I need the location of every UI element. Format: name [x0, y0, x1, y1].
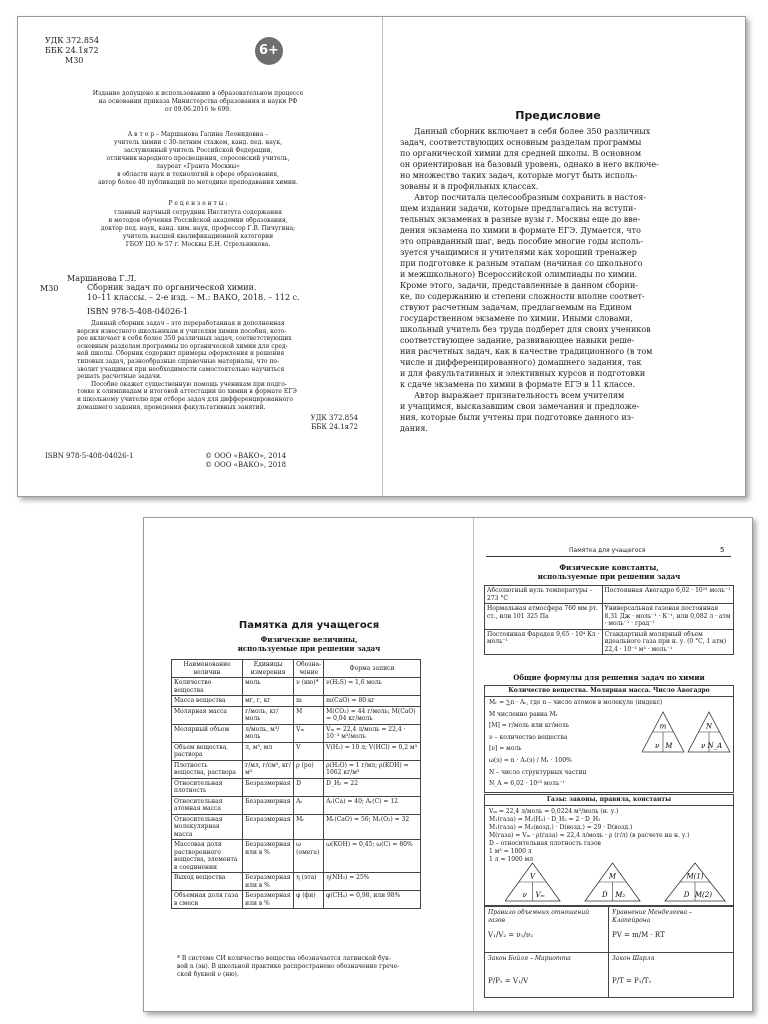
- preface-line: и межшкольного) Всероссийской олимпиады по химии.: [400, 270, 638, 279]
- sec1-line: ω(э) = n · Aᵣ(э) / Mᵣ · 100%: [489, 757, 572, 764]
- quantities-table-header: [172, 660, 421, 678]
- triangle-label: ν: [654, 742, 660, 750]
- bbk-code: ББК 24.1я72: [45, 46, 99, 55]
- sec2-line: D – относительная плотность газов: [489, 840, 601, 847]
- header-cell: Единицы измерения: [243, 660, 294, 678]
- constants-row: [485, 629, 734, 655]
- triangle-label: M₂: [615, 891, 626, 899]
- preface-line: Кроме этого, задачи, представленные в данном сборни-: [400, 281, 638, 290]
- approval-line: Издание допущено к использованию в образовательном процессе: [92, 90, 304, 97]
- copyright-2018: © ООО «ВАКО», 2018: [205, 461, 287, 469]
- preface-line: Автор посчитала целесообразным сохранить в настоя-: [414, 193, 646, 202]
- running-header: Памятка для учащегося: [569, 547, 646, 554]
- section-2-title: Газы: законы, правила, константы: [546, 796, 672, 803]
- preface-line: числе и дифференцированного) домашнего задания, так: [400, 358, 642, 367]
- sec2-line: 1 л = 1000 мл: [489, 856, 534, 863]
- annotation-line: товке к олимпиадам и итоговой аттестации по химии в формате ЕГЭ: [77, 388, 297, 396]
- spine-divider-2: [473, 518, 474, 1011]
- preface-line: дения экзамена по химии в формате ЕГЭ. Думается, что: [400, 226, 641, 235]
- table-cell: Безразмерная или в %: [243, 873, 294, 891]
- table-cell: Безразмерная: [243, 814, 294, 840]
- gas-law-formula: P/T = P₁/T₁: [612, 977, 652, 985]
- triangle-diagrams-1: [642, 710, 732, 756]
- table-cell: Количество вещества: [172, 678, 243, 696]
- preface-line: школьный учитель без труда подберет для своих учеников: [400, 325, 651, 334]
- reviewer-line: и методов обучения Российской академии образования,: [108, 217, 288, 224]
- biblio-line: 10–11 классы. – 2-е изд. – М.: ВАКО, 2018. – 112 с.: [87, 293, 300, 302]
- gas-law-formula: V₁/V₂ = ν₁/ν₂: [488, 931, 533, 939]
- annotation-line: Пособие окажет существенную помощь ученикам при подго-: [91, 380, 287, 388]
- table-cell: Выход вещества: [172, 873, 243, 891]
- section-amount-of-substance: [484, 685, 734, 793]
- preface-line: по органической химии для средней школы. В основном: [400, 149, 642, 158]
- annotation-line: типовых задач, разнообразные справочные материалы, что по-: [77, 358, 280, 365]
- reviewer-line: ГБОУ ЦО № 57 г. Москвы Е.Н. Стрельникова.: [125, 241, 271, 248]
- table-cell: D: [294, 778, 324, 796]
- table-row: [172, 814, 421, 840]
- bbk-bottom: ББК 24.1я72: [311, 423, 358, 431]
- table-cell: φ(CH₄) = 0,98, или 98%: [324, 891, 421, 909]
- sec2-line: M(газа) = Vₘ · ρ(газа) = 22,4 л/моль · ρ (г/л) (в расчете на н. у.): [489, 832, 690, 839]
- table-cell: Относительная атомная масса: [172, 796, 243, 814]
- annotation-line: домашнего задания, проведения факультативных занятий.: [77, 403, 266, 411]
- annotation-line: версия известного школьникам и учителям химии пособия, кото-: [77, 327, 287, 335]
- gas-law-formula: PV = m/M · RT: [612, 931, 665, 939]
- biblio-code: М30: [40, 284, 59, 293]
- triangle-label: m: [659, 722, 667, 731]
- triangle-label: V: [529, 872, 536, 881]
- biblio-line: Сборник задач по органической химии.: [87, 283, 257, 292]
- annotation-line: решать расчетные задачи.: [77, 373, 162, 381]
- table-cell: Объемная доля газа в смеси: [172, 891, 243, 909]
- approval-line: от 09.06.2016 № 699.: [164, 106, 232, 113]
- quantities-title-1: Физические величины,: [260, 635, 358, 644]
- constants-row: [485, 604, 734, 630]
- constants-title-1: Физические константы,: [559, 563, 659, 572]
- header-cell: Наименование величин: [172, 660, 243, 678]
- gas-law-title: Закон Шарля: [612, 955, 655, 962]
- table-cell: мг, г, кг: [243, 696, 294, 707]
- constants-cell: Абсолютный нуль температуры – 273 °С: [485, 586, 603, 604]
- annotation-line: и школьному учителю при отборе задач для дифференцированного: [77, 396, 294, 403]
- table-row: [172, 760, 421, 778]
- table-cell: ρ (ро): [294, 760, 324, 778]
- sec2-line: Vₘ = 22,4 л/моль = 0,0224 м³/моль (н. у.): [489, 808, 619, 815]
- preface-line: соответствующее задание, развивающее навыки реше-: [400, 336, 635, 345]
- preface-title: Предисловие: [515, 109, 601, 122]
- table-cell: Mᵣ: [294, 814, 324, 840]
- isbn-inner: ISBN 978-5-408-04026-1: [87, 307, 189, 316]
- table-row: [172, 706, 421, 724]
- table-cell: л/моль, м³/моль: [243, 724, 294, 742]
- formulas-title: Общие формулы для решения задач по химии: [513, 673, 705, 682]
- table-cell: г/мл, г/см³, кг/м³: [243, 760, 294, 778]
- triangle-label: Vₘ: [535, 891, 545, 899]
- sec2-line: M₁(газа) = M₂(возд.) · D(возд.) = 29 · D(возд.): [489, 824, 633, 831]
- table-cell: φ (фи): [294, 891, 324, 909]
- triangle-label: M: [665, 742, 673, 750]
- table-row: [172, 742, 421, 760]
- table-cell: m: [294, 696, 324, 707]
- age-rating-badge: 6+: [255, 37, 283, 65]
- table-row: [172, 796, 421, 814]
- preface-line: при подготовке к разным этапам (начиная со школьного: [400, 259, 643, 268]
- table-row: [172, 873, 421, 891]
- table-cell: Молярный объем: [172, 724, 243, 742]
- udk-code: УДК 372.854: [45, 36, 100, 45]
- header-cell: Обозна-чение: [294, 660, 324, 678]
- biblio-author: Маршанова Г.Л.: [67, 274, 137, 283]
- table-cell: ρ(H₂O) = 1 г/мл; ρ(KOH) = 1062 кг/м³: [324, 760, 421, 778]
- table-cell: Массовая доля растворенного вещества, элемента в соединении: [172, 840, 243, 873]
- footnote-line: ской буквой ν (ню).: [177, 971, 239, 978]
- triangle-label: ν: [700, 742, 706, 750]
- preface-line: он ориентирован на базовый уровень, однако в него включе-: [400, 160, 659, 169]
- header-cell: Форма записи: [324, 660, 421, 678]
- table-cell: Aᵣ: [294, 796, 324, 814]
- header-rule: [486, 556, 731, 557]
- table-cell: m(CaO) = 80 кг: [324, 696, 421, 707]
- preface-line: но множество таких задач, которые могут быть исполь-: [400, 171, 638, 180]
- preface-line: ния, которые были учтены при подготовке данного из-: [400, 413, 634, 422]
- triangle-label: M: [608, 872, 617, 881]
- preface-line: зованы и в профильных классах.: [400, 182, 539, 191]
- table-cell: Относительная молекулярная масса: [172, 814, 243, 840]
- book-spread-top: [17, 16, 746, 497]
- preface-line: и учащимся, высказавшим свои замечания и предложе-: [400, 402, 640, 411]
- table-cell: D_H₂ = 22: [324, 778, 421, 796]
- preface-line: это оправданный шаг, ведь пособие многие годы исполь-: [400, 237, 643, 246]
- table-cell: V: [294, 742, 324, 760]
- annotation-line: ней школы. Сборник содержит примеры оформления и решения: [77, 350, 285, 358]
- annotation-line: Данный сборник задач – это переработанная и дополненная: [91, 320, 285, 327]
- preface-line: ния расчетных задач, как в качестве традиционного (в том: [400, 347, 653, 356]
- page-number: 5: [720, 546, 725, 554]
- table-cell: η (эта): [294, 873, 324, 891]
- table-cell: л, м³, мл: [243, 742, 294, 760]
- table-cell: M: [294, 706, 324, 724]
- constants-cell: Универсальная газовая постоянная 8,31 Дж · моль⁻¹ · К⁻¹, или 0,082 л · атм · моль⁻¹ · град⁻¹: [602, 604, 733, 630]
- approval-line: на основании приказа Министерства образования и науки РФ: [98, 98, 298, 105]
- constants-table: [484, 585, 734, 655]
- table-cell: Плотность вещества, раствора: [172, 760, 243, 778]
- preface-line: дания.: [400, 424, 428, 433]
- sec1-line: [M] = г/моль или кг/моль: [489, 722, 570, 730]
- triangle-label: D: [683, 891, 690, 899]
- table-row: [172, 840, 421, 873]
- reviewers-title: Р е ц е н з е н т ы :: [168, 200, 228, 207]
- book-spread-bottom: [143, 517, 753, 1012]
- table-row: [172, 891, 421, 909]
- table-cell: M(CO₂) = 44 г/моль; M(CaO) = 0,04 кг/моль: [324, 706, 421, 724]
- table-cell: Vₘ = 22,4 л/моль = 22,4 · 10⁻³ м³/моль: [324, 724, 421, 742]
- preface-line: государственном экзамене по химии. Иными словами,: [400, 314, 633, 323]
- table-cell: ω (омега): [294, 840, 324, 873]
- table-cell: η(NH₃) = 25%: [324, 873, 421, 891]
- gas-law-title: Закон Бойля – Мариотта: [488, 955, 571, 962]
- sec1-line: ν – количество вещества: [489, 733, 568, 741]
- author-info-line: автор более 40 публикаций по методике преподавания химии.: [98, 179, 298, 186]
- copyright-2014: © ООО «ВАКО», 2014: [205, 452, 287, 460]
- table-row: [172, 724, 421, 742]
- table-cell: Безразмерная или в %: [243, 840, 294, 873]
- footnote-line: * В системе СИ количество вещества обозначается латинской бук-: [177, 955, 391, 962]
- gas-law-formula: P/P₁ = V₁/V: [488, 977, 529, 985]
- sec2-line: M₁(газа) = M₂(H₂) · D_H₂ = 2 · D_H₂: [489, 816, 601, 823]
- reviewer-line: главный научный сотрудник Института содержания: [114, 209, 282, 216]
- isbn-bottom: ISBN 978-5-408-04026-1: [45, 452, 134, 460]
- sec1-line: N – число структурных частиц: [489, 768, 587, 776]
- annotation-line: основным разделам программы по органической химии для сред-: [77, 342, 288, 350]
- reviewer-line: доктор пед. наук, канд. хим. наук, профессор Г.В. Пичугина;: [100, 225, 296, 232]
- table-cell: ν(H₂S) = 1,6 моль: [324, 678, 421, 696]
- table-cell: Vₘ: [294, 724, 324, 742]
- constants-cell: Постоянная Фарадея 9,65 · 10⁴ Кл · моль⁻¹: [485, 629, 603, 655]
- preface-line: к сдаче экзамена по химии в формате ЕГЭ в 11 классе.: [400, 380, 636, 389]
- preface-line: щем издании задачи, которые предлагались на вступи-: [400, 204, 637, 213]
- triangle-label: M(2): [694, 891, 712, 899]
- footnote-line: вой n (эн). В школьной практике распространено обозначение грече-: [177, 963, 400, 970]
- preface-line: задач, соответствующих основным разделам программы: [400, 138, 642, 147]
- author-info-line: заслуженный учитель Российской Федерации,: [123, 147, 273, 154]
- gas-law-title: Уравнение Менделеева – Клапейрона: [612, 909, 692, 924]
- author-info-line: в области наук и технологий в сфере образования,: [117, 171, 279, 178]
- triangle-label: N: [705, 722, 713, 731]
- quantities-table: [171, 659, 421, 909]
- gas-law-title: Правило объемных отношений газов: [488, 909, 590, 924]
- triangle-label: M(1): [686, 872, 704, 881]
- memo-title: Памятка для учащегося: [238, 620, 380, 631]
- table-cell: Безразмерная или в %: [243, 891, 294, 909]
- table-row: [172, 696, 421, 707]
- author-info-line: отличник народного просвещения, соросовский учитель,: [106, 155, 290, 162]
- triangle-label: ν: [522, 891, 527, 899]
- preface-line: Автор выражает признательность всем учителям: [414, 391, 625, 400]
- constants-cell: Стандартный молярный объем идеального газа при н. у. (0 °С, 1 атм) 22,4 · 10⁻³ м³ · моль⁻¹: [602, 629, 733, 655]
- author-info-line: лауреат «Гранта Москвы»: [156, 163, 240, 170]
- table-cell: Безразмерная: [243, 796, 294, 814]
- sec2-line: 1 м³ = 1000 л: [489, 848, 532, 855]
- table-cell: ν (ню)*: [294, 678, 324, 696]
- sec1-line: [ν] = моль: [489, 745, 522, 753]
- constants-title-2: используемые при решении задач: [537, 572, 681, 581]
- constants-cell: Нормальная атмосфера 760 мм рт. ст., или 101 325 Па: [485, 604, 603, 630]
- table-row: [172, 778, 421, 796]
- section-1-title: Количество вещества. Молярная масса. Число Авогадро: [508, 687, 710, 694]
- table-cell: V(H₂) = 10 л; V(HCl) = 0,2 м³: [324, 742, 421, 760]
- table-cell: Mᵣ(CaO) = 56; Mᵣ(O₂) = 32: [324, 814, 421, 840]
- annotation-line: зволит учащимся при необходимости самостоятельно научиться: [77, 365, 285, 373]
- preface-line: ствуют расчетным задачам, предлагаемым на Едином: [400, 303, 632, 312]
- triangle-label: N_A: [707, 742, 723, 750]
- author-info-line: учитель химии с 30-летним стажем, канд. пед. наук,: [114, 139, 282, 146]
- preface-line: Данный сборник включает в себя более 350 различных: [414, 127, 651, 136]
- table-cell: моль: [243, 678, 294, 696]
- triangle-diagrams-2: [505, 861, 730, 905]
- udk-bottom: УДК 372.854: [310, 414, 358, 422]
- table-row: [172, 678, 421, 696]
- author-code: М30: [65, 56, 84, 65]
- sec1-line: Mᵣ = ∑n · Aᵣ, где n – число атомов в молекуле (индекс): [489, 699, 663, 706]
- constants-row: [485, 586, 734, 604]
- sec1-line: M численно равна Mᵣ: [489, 710, 558, 718]
- constants-cell: Постоянная Авогадро 6,02 · 10²³ моль⁻¹: [602, 586, 733, 604]
- table-cell: Aᵣ(Ca) = 40; Aᵣ(C) = 12: [324, 796, 421, 814]
- preface-line: зуется учащимися и учителями как хороший тренажер: [400, 248, 637, 257]
- reviewer-line: учитель высшей квалификационной категории: [122, 233, 274, 240]
- table-cell: Относительная плотность: [172, 778, 243, 796]
- table-cell: Молярная масса: [172, 706, 243, 724]
- triangle-label: D: [601, 891, 608, 899]
- table-cell: Безразмерная: [243, 778, 294, 796]
- author-info-line: А в т о р – Маршанова Галина Леонидовна –: [127, 131, 269, 138]
- table-cell: Масса вещества: [172, 696, 243, 707]
- preface-line: ке, по содержанию и степени сложности вполне соответ-: [400, 292, 645, 301]
- spine-divider: [382, 17, 383, 496]
- preface-line: и для факультативных и элективных курсов и подготовки: [400, 369, 646, 378]
- section-gases: [484, 794, 734, 906]
- sec1-line: N_A = 6,02 · 10²³ моль⁻¹: [489, 780, 565, 788]
- table-cell: Объем вещества, раствора: [172, 742, 243, 760]
- quantities-title-2: используемые при решении задач: [237, 644, 381, 653]
- gas-laws-grid: [484, 906, 734, 998]
- preface-line: тельных экзаменах в разные вузы г. Москвы еще до вве-: [400, 215, 641, 224]
- table-cell: г/моль, кг/моль: [243, 706, 294, 724]
- annotation-line: рое включает в себя более 350 различных задач, соответствующих: [77, 335, 292, 343]
- table-cell: ω(KOH) = 0,45; ω(C) = 80%: [324, 840, 421, 873]
